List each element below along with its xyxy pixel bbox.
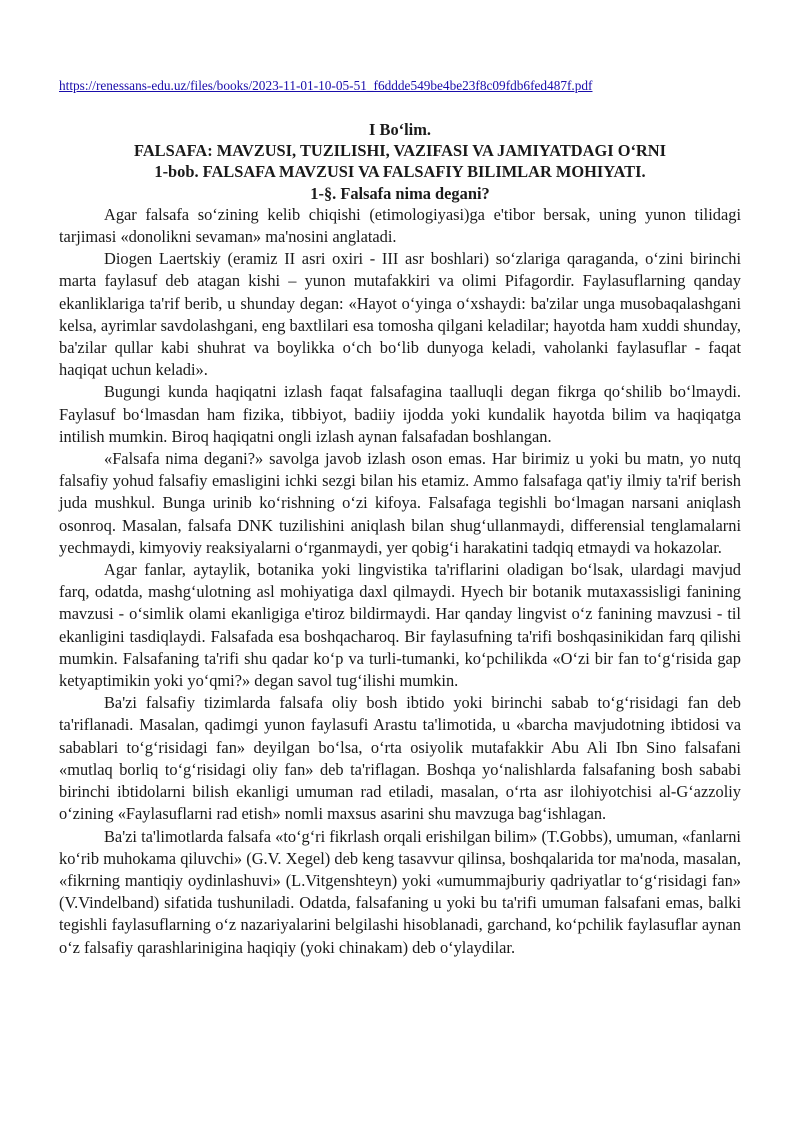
chapter-title: 1-bob. FALSAFA MAVZUSI VA FALSAFIY BILIMLAR MOHIYATI. bbox=[154, 162, 646, 182]
paragraph: Agar falsafa so‘zining kelib chiqishi (etimologiyasi)ga e'tibor bersak, uning yunon tilidagi tarjimasi «donolikni sevaman» ma'nosini anglatadi. bbox=[59, 204, 741, 247]
body-text bbox=[59, 204, 741, 959]
paragraph: Diogen Laertskiy (eramiz II asri oxiri - III asr boshlari) so‘zlariga qaraganda, o‘zini birinchi marta faylasuf deb atagan kishi – yunon mutafakkiri va olimi Pifagordir. Faylasuflarning qanday ekanliklariga ta'rif berib, u shunday degan: «Hayot o‘yinga o‘xshaydi: ba'zilar unga musobaqalashgani kelsa, ayrimlar savdolashgani, eng baxtlilari esa tomosha qilgani keladilar; hayotda ham xuddi shunday, ba'zilar qullar kabi shuhrat va boylikka o‘ch bo‘lib dunyoga keladi, vaholanki faylasuflar - faqat haqiqat uchun keladi». bbox=[59, 249, 741, 380]
paragraph: «Falsafa nima degani?» savolga javob izlash oson emas. Har birimiz u yoki bu matn, yo nutq falsafiy yohud falsafiy emasligini ichki sezgi bilan his etamiz. Ammo falsafaga qat'iy ilmiy ta'rif berish juda mushkul. Bunga urinib ko‘rishning o‘zi kifoya. Falsafaga tegishli bo‘lmagan narsani aniqlash osonroq. Masalan, falsafa DNK tuzilishini aniqlash bilan shug‘ullanmaydi, differensial tenglamalarni yechmaydi, kimyoviy reaksiyalarni o‘rganmaydi, yer qobig‘i harakatini tadqiq etmaydi va hokazolar. bbox=[59, 449, 741, 557]
paragraph: Ba'zi falsafiy tizimlarda falsafa oliy bosh ibtido yoki birinchi sabab to‘g‘risidagi fan deb ta'riflanadi. Masalan, qadimgi yunon faylasufi Arastu ta'limotida, u «barcha mavjudotning ibtidosi va sabablari to‘g‘risidagi fan» deyilgan bo‘lsa, o‘rta osiyolik mutafakkir Abu Ali Ibn Sino falsafani «mutlaq borliq to‘g‘risidagi oliy fan» deb ta'riflagan. Boshqa yo‘nalishlarda falsafaning bosh sababi birinchi ibtidolarni bilish ekanligi umuman rad etiladi, masalan, o‘rta asr ilohiyotchisi al-G‘azzoliy o‘zining «Faylasuflarni rad etish» nomli maxsus asarini shu mavzuga bag‘ishlagan. bbox=[59, 693, 741, 824]
source-url-link[interactable]: https://renessans-edu.uz/files/books/2023-11-01-10-05-51_f6ddde549be4be23f8c09fdb6fed487f.pdf bbox=[59, 78, 593, 93]
paragraph: Bugungi kunda haqiqatni izlash faqat falsafagina taalluqli degan fikrga qo‘shilib bo‘lmaydi. Faylasuf bo‘lmasdan ham fizika, tibbiyot, badiiy ijodda yoki kundalik hayotda bilim va haqiqatga intilish mumkin. Biroq haqiqatni ongli izlash aynan falsafadan boshlangan. bbox=[59, 382, 741, 446]
paragraph: Agar fanlar, aytaylik, botanika yoki lingvistika ta'riflarini oladigan bo‘lsak, ulardagi mavjud farq, odatda, mashg‘ulotning asl mohiyatiga daxl qilmaydi. Hyech bir botanik mutaxassisligi fanining mavzusi - o‘simlik olami ekanligiga e'tiroz bildirmaydi. Har qanday lingvist o‘z fanining mavzusi - til ekanligini tasdiqlaydi. Falsafada esa boshqacharoq. Bir faylasufning ta'rifi boshqasinikidan farq qilishi mumkin. Falsafaning ta'rifi shu qadar ko‘p va turli-tumanki, ko‘pchilikda «O‘zi bir fan to‘g‘risida gap ketyaptimikin yoki yo‘qmi?» degan savol tug‘ilishi mumkin. bbox=[59, 560, 741, 691]
subsection-title: 1-§. Falsafa nima degani? bbox=[310, 183, 490, 203]
headings-block bbox=[59, 119, 741, 204]
section-title: FALSAFA: MAVZUSI, TUZILISHI, VAZIFASI VA JAMIYATDAGI O‘RNI bbox=[134, 141, 666, 161]
paragraph: Ba'zi ta'limotlarda falsafa «to‘g‘ri fikrlash orqali erishilgan bilim» (T.Gobbs), umuman, «fanlarni ko‘rib muhokama qiluvchi» (G.V. Xegel) deb keng tasavvur qilinsa, boshqalarida tor ma'noda, masalan, «fikrning mantiqiy oydinlashuvi» (L.Vitgenshteyn) yoki «umummajburiy qadriyatlar to‘g‘risidagi fan» (V.Vindelband) sifatida tushuniladi. Odatda, falsafaning u yoki bu ta'rifi umuman falsafani emas, balki tegishli faylasuflarning o‘z nazariyalarini belgilashi hisoblanadi, garchand, ko‘pchilik faylasuflar aynan o‘z falsafiy qarashlarinigina haqiqiy (yoki chinakam) deb o‘ylaydilar. bbox=[59, 826, 741, 957]
part-heading: I Bo‘lim. bbox=[369, 120, 431, 139]
